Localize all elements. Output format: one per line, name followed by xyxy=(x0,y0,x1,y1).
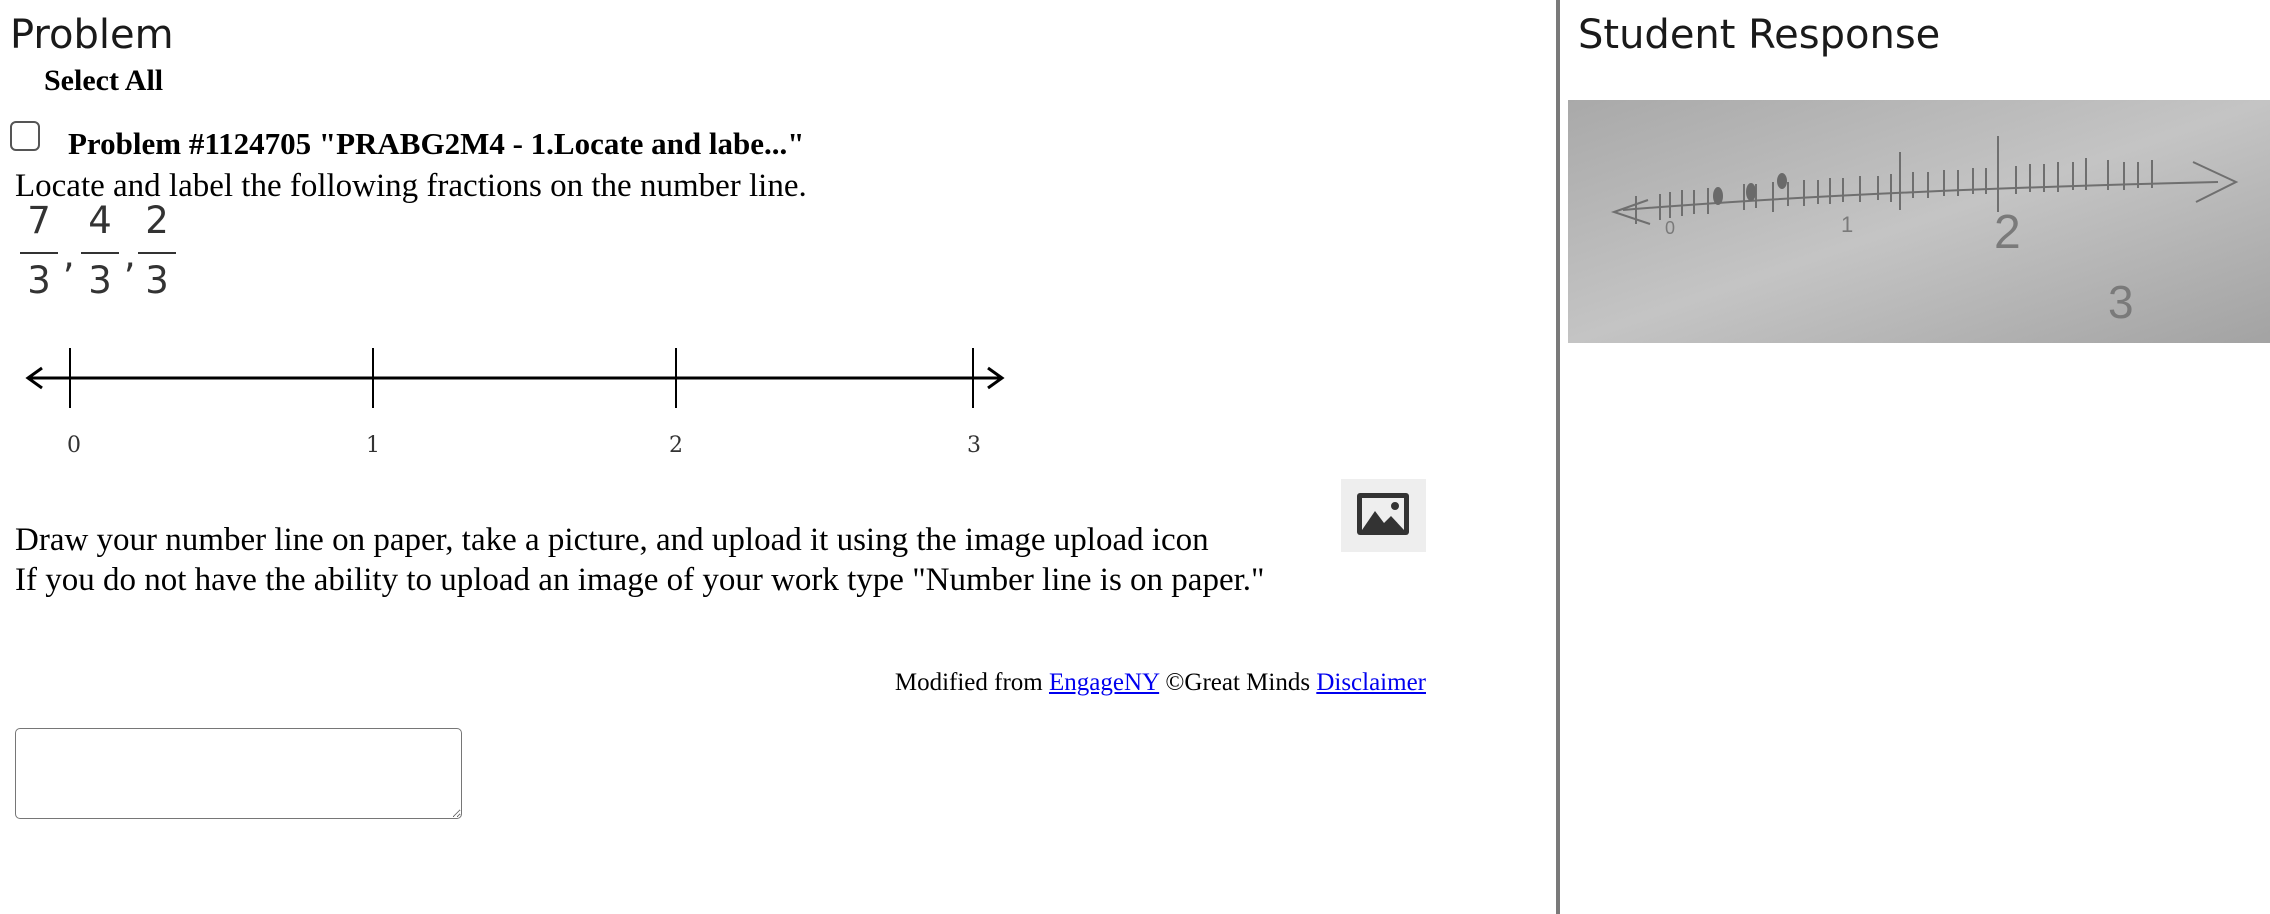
image-upload-icon xyxy=(1341,479,1426,552)
disclaimer-link[interactable]: Disclaimer xyxy=(1316,669,1426,696)
fraction-denominator: 3 xyxy=(88,259,112,302)
handwritten-label-2: 2 xyxy=(1994,206,2021,259)
problem-panel-title: Problem xyxy=(10,12,174,58)
credit-middle: ©Great Minds xyxy=(1159,669,1317,696)
tick-label-3: 3 xyxy=(967,433,981,458)
alternate-instruction: If you do not have the ability to upload an image of your work type "Number line is on paper." xyxy=(15,562,1265,598)
fraction-numerator: 7 xyxy=(27,199,51,242)
student-response-panel xyxy=(1560,0,2270,914)
credit-prefix: Modified from xyxy=(894,669,1049,696)
number-line-diagram xyxy=(22,338,1012,468)
answer-textarea[interactable] xyxy=(15,728,462,819)
fraction-separator: , xyxy=(124,233,136,276)
fraction-numerator: 2 xyxy=(145,199,169,242)
fraction-bar xyxy=(138,252,176,254)
student-response-title: Student Response xyxy=(1578,12,1941,58)
fraction-numerator: 4 xyxy=(88,199,112,242)
tick-label-2: 2 xyxy=(669,433,683,458)
handwritten-label-0: 0 xyxy=(1665,218,1676,238)
image-upload-button[interactable] xyxy=(1341,479,1426,552)
problem-instruction: Locate and label the following fractions on the number line. xyxy=(15,168,807,204)
student-work-photo xyxy=(1568,100,2270,343)
fraction-denominator: 3 xyxy=(27,259,51,302)
handwritten-label-1: 1 xyxy=(1841,212,1854,237)
handwritten-label-3: 3 xyxy=(2108,276,2134,328)
problem-heading: Problem #1124705 "PRABG2M4 - 1.Locate and labe..." xyxy=(68,126,805,161)
fraction-separator: , xyxy=(63,233,75,276)
attribution-line xyxy=(895,669,1426,697)
engageny-link[interactable]: EngageNY xyxy=(1048,669,1160,696)
upload-instruction: Draw your number line on paper, take a picture, and upload it using the image upload icon xyxy=(15,522,1209,558)
tick-label-1: 1 xyxy=(366,433,380,458)
select-all-label: Select All xyxy=(44,64,164,97)
problem-select-checkbox[interactable] xyxy=(10,121,40,151)
select-all-label-clipped xyxy=(44,64,204,104)
fraction-denominator: 3 xyxy=(145,259,169,302)
fraction-bar xyxy=(20,252,58,254)
tick-label-0: 0 xyxy=(67,433,81,458)
fraction-bar xyxy=(81,252,119,254)
